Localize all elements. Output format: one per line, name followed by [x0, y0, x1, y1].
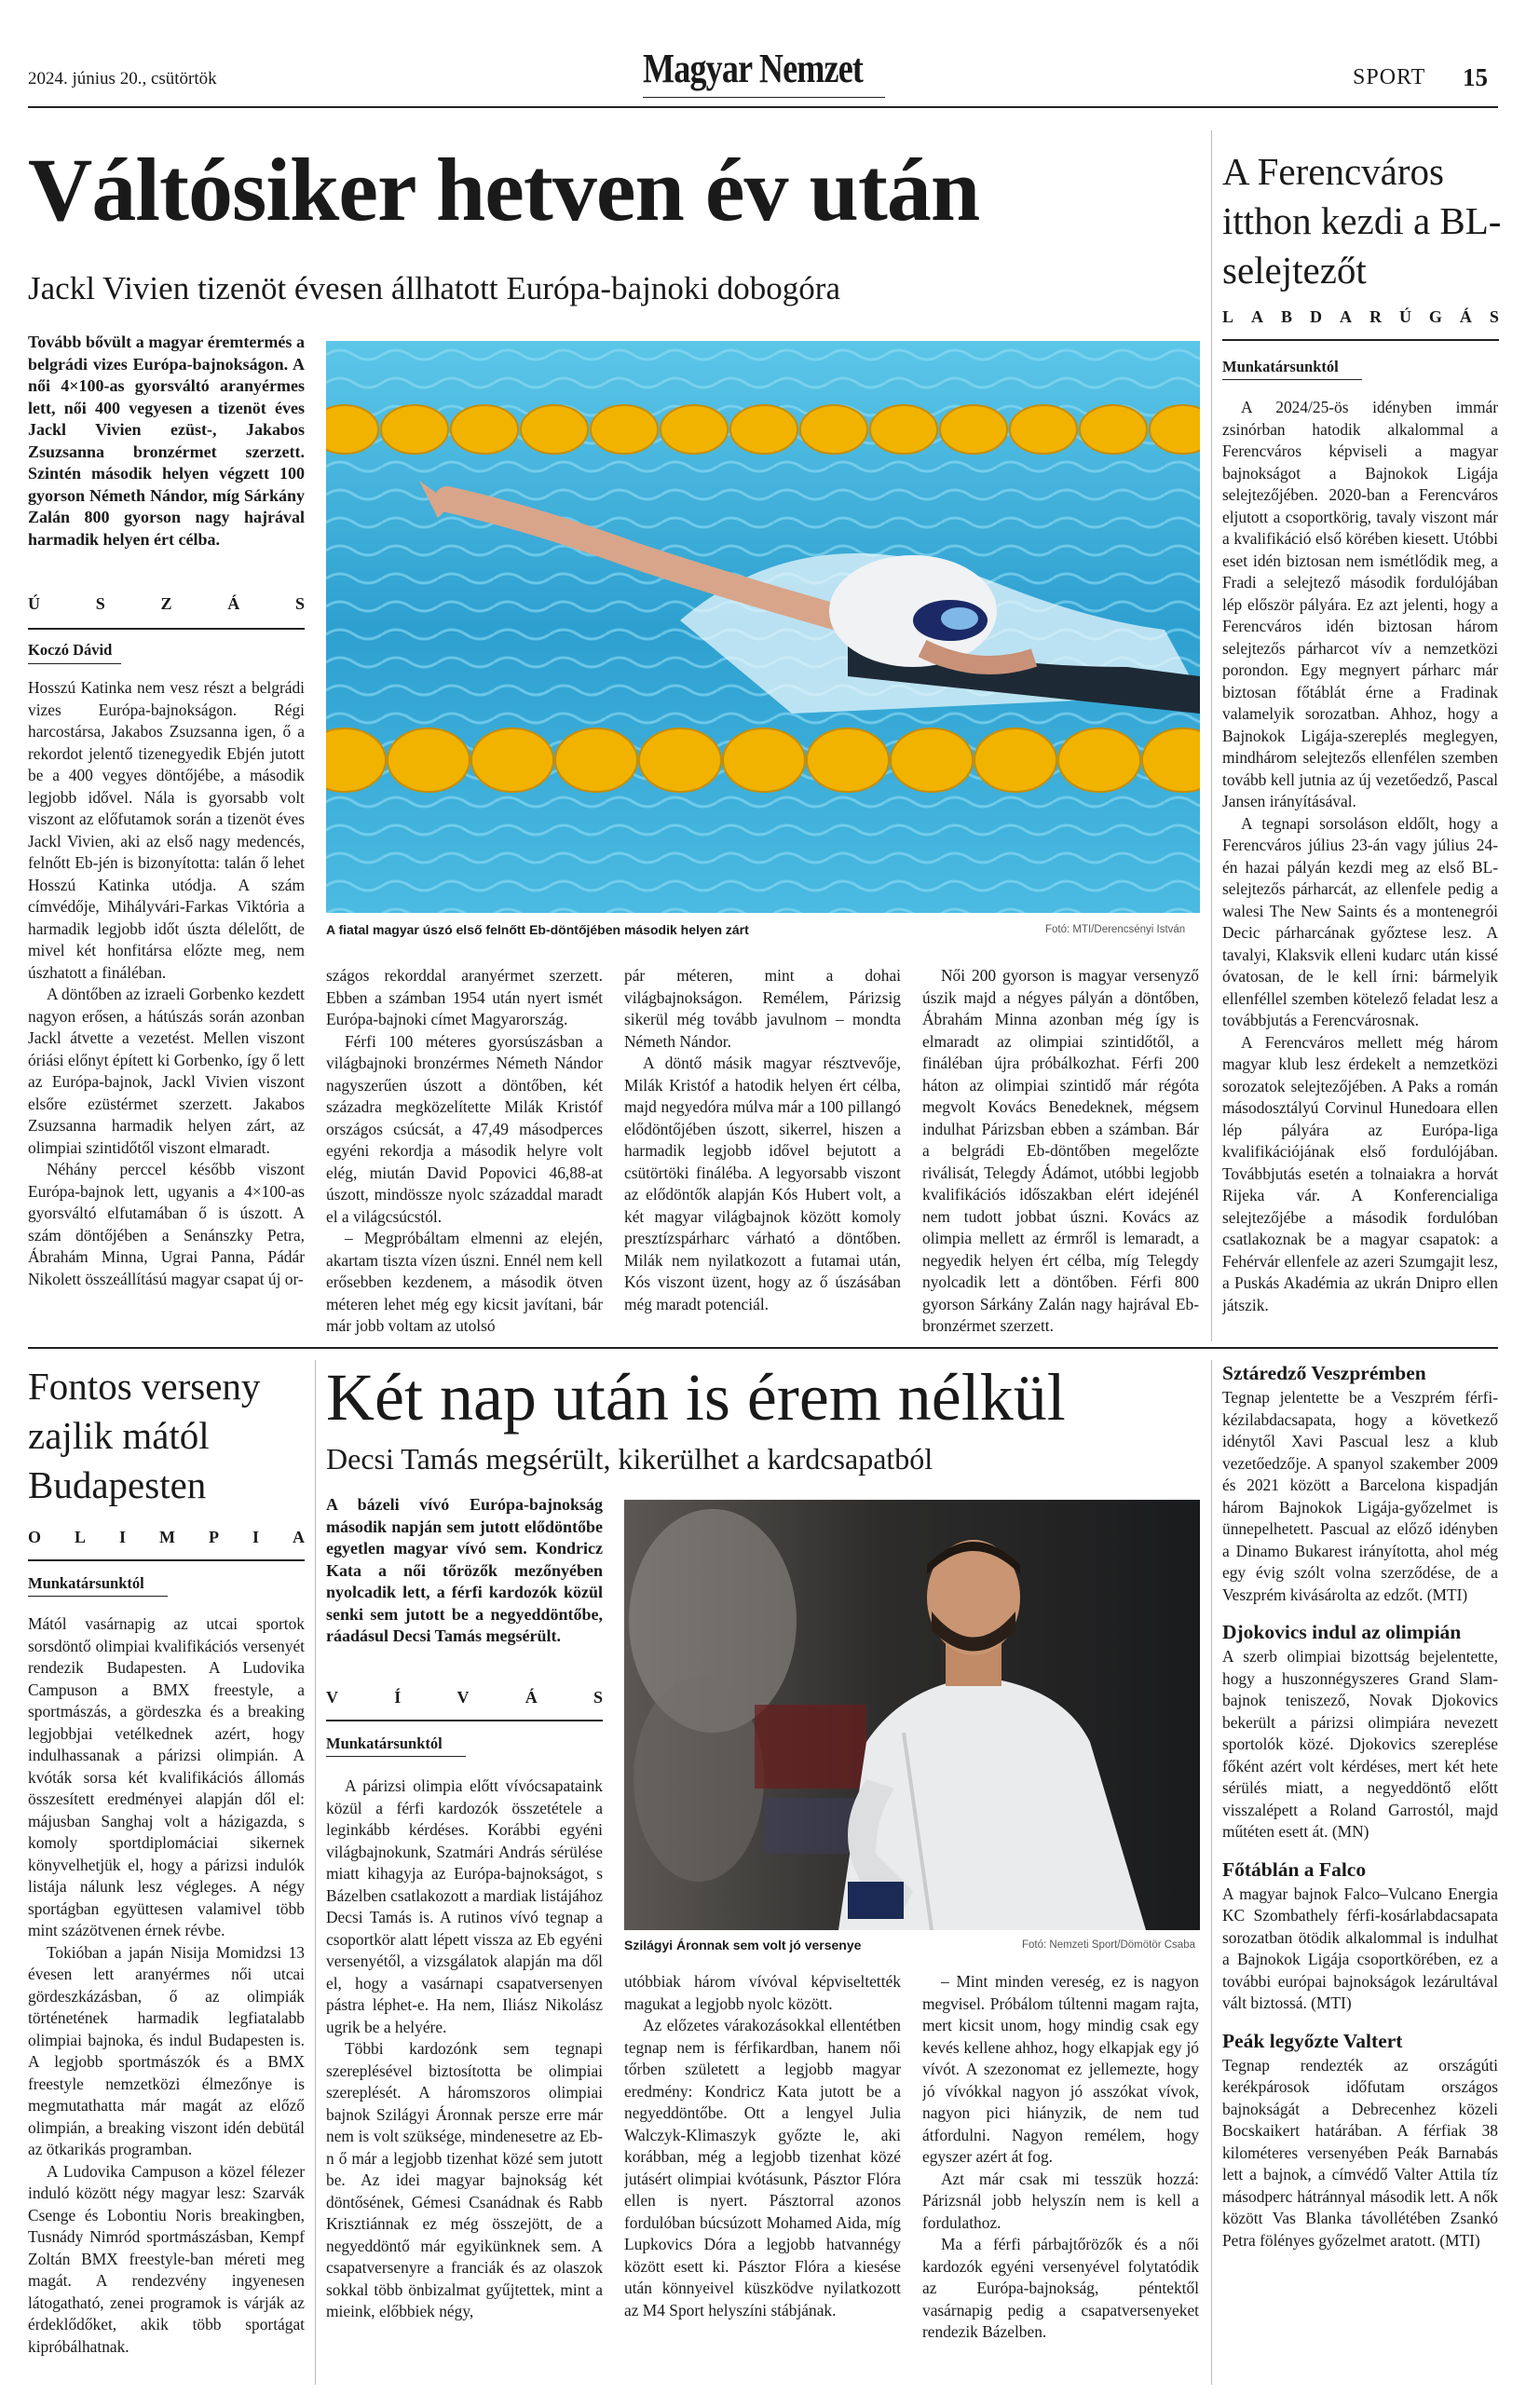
a4-rubric — [326, 1688, 603, 1707]
paragraph: Néhány perccel később viszont Európa-bajnok lett, ugyanis a 4×100-as gyorsváltó elfutamában ő is úszott. A szám döntőjében a Senánszky Petra, Ábrahám Minna, Ugrai Panna, Pádár Nikolett összeállítású magyar csapat új or- — [28, 1160, 305, 1288]
rubric-letter: Á — [525, 1688, 538, 1707]
paragraph: Hosszú Katinka nem vesz részt a belgrádi vizes Európa-bajnokságon. Régi harcostársa, Jakabos Zsuzsanna igen, ő a rekordot jelentő tizenegyedik Ebjén jutott be a 400 vegyes döntőjébe, a második legjobb idővel. Nála is gyorsabb volt viszont az előfutamok során a tizenöt éves Jackl Vivien, aki az első nagy medencés, felnőtt Eb-jén is bizonyította: talán ő lehet Hosszú Katinka utódja. A szám címvédője, Mihályvári-Farkas Viktória a harmadik legjobb időt úszta délelőtt, de mivel két honfitársa előzte meg, nem úszhatott a fináléban. — [28, 678, 305, 982]
a4-rubric-rule — [326, 1720, 603, 1721]
issue-date: 2024. június 20., csütörtök — [28, 69, 217, 88]
paragraph: Tokióban a japán Nisija Momidzsi 13 évesen lett aranyérmes női utcai gördeszkázásban, ő az olimpiák történetének harmadik legfiatalabb olimpiai bajnoka, és indul Budapesten is. A legjobb sportmászók és a BMX freestyle nemzetközi élmezőnye is megmutathatta már magát az előző olimpián, a breaking viszont idén debütál az ötkarikás programban. — [28, 1942, 305, 2158]
column-divider — [315, 1360, 316, 2385]
rubric-letter: Á — [227, 594, 240, 613]
paragraph: – Mint minden vereség, ez is nagyon megvisel. Próbálom túltenni magam rajta, mert kicsit unom, hogy mindig csak egy kevés kellene ahhoz, hogy elkapjak egy jó vívót. A szezonomat ez jellemezte, hogy jó vívókkal nagyon jó asszókat vívok, nagyon pici hiányzik, de nem tud átfordulni. Nagyon remélem, hogy egyszer azért át fog. — [922, 1972, 1199, 2166]
a1-lead: Tovább bővült a magyar éremtermés a belgrádi vizes Európa-bajnokságon. A női 4×100-as gyorsváltó aranyérmes lett, női 400 vegyesen a tizenöt éves Jackl Vivien ezüst-, Jakabos Zsuzsanna bronzérmet szerzett. Szintén második helyen végzett 100 gyorson Németh Nándor, míg Sárkány Zalán 800 gyorson nagy hajrával harmadik helyen ért célba. — [28, 333, 305, 549]
a3-rubric-rule — [28, 1559, 305, 1561]
rubric-letter: O — [28, 1528, 42, 1546]
rubric-letter: I — [252, 1528, 259, 1546]
a4-photo-credit: Fotó: Nemzeti Sport/Dömötör Csaba — [1022, 1939, 1195, 1951]
rubric-letter: G — [1428, 307, 1442, 326]
paragraph: A tegnapi sorsoláson eldőlt, hogy a Ferencváros július 23-án vagy július 24-én hazai pályán kezdi meg az első BL-selejtezős párharcát, az ellenfele pedig a walesi The New Saints és a montenegrói Decic párharcának győztese lesz. A tavalyi, Klaksvik elleni kudarc után kissé óvatosan, de le kell írni: bármelyik ellenféllel szemben kötelező feladat lesz a továbbjutás a Ferencvárosnak. — [1222, 813, 1498, 1029]
a3-byline: Munkatársunktól — [28, 1574, 144, 1592]
rubric-letter: L — [75, 1528, 87, 1546]
a4-byline-underline — [326, 1756, 466, 1757]
paragraph: Ma a férfi párbajtőrözők és a női kardozók egyéni versenyével folytatódik az Európa-bajnokság, péntektől vasárnapig pedig a csapatversenyeket rendezik Bázelben. — [922, 2235, 1199, 2341]
a1-byline-underline — [28, 663, 121, 664]
paragraph: A döntőben az izraeli Gorbenko kezdett nagyon erősen, a hátúszás során azonban Jackl átvette a vezetést. Mellen viszont óriási előnyt épített ki Gorbenko, így ő lett az Európa-bajnok, Jackl Vivien viszont elsőre ezüstérmet szerzett. Jakabos Zsuzsanna harmadik helyen zárt, az olimpiai szintidőtől viszont elmaradt. — [28, 985, 305, 1157]
a1-title: Váltósiker hetven év után — [28, 140, 980, 239]
paragraph: A párizsi olimpia előtt vívócsapataink közül a férfi kardozók összetétele a leginkább kérdéses. Korábbi egyéni világbajnokunk, Szatmári András sérülése miatt kihagyja az Európa-bajnokságot, s Bázelben csatlakozott a mardiak listájához Decsi Tamás is. A rutinos vívó tegnap a csoportkör alatt lépett vissza az Eb egyéni versenyétől, a vizsgálatok alapján ma dől el, hogy a vasárnapi csapatversenyen pástra léphet-e. Ha nem, Iliász Nikolász ugrik be a helyére. — [326, 1776, 603, 2036]
a4-subtitle: Decsi Tamás megsérült, kikerülhet a kardcsapatból — [326, 1442, 933, 1476]
paragraph: A Ferencváros mellett még három magyar klub lesz érdekelt a nemzetközi sorozatok selejtezőjében. A Paks a román másodosztályú Corvinul Hunedoara ellen lép pályára az Európa-liga kvalifikációjának első fordulójában. Továbbjutás esetén a tolnaiakra a horvát Rijeka vár. A Konferencialiga selejtezőjébe a második fordulóban csatlakoznak be a magyar csapatok: a Fehérvár ellenfele az azeri Szumgajit lesz, a Puskás Akadémia az ukrán Dnipro ellen játszik. — [1222, 1032, 1498, 1314]
rubric-letter: L — [1222, 307, 1234, 326]
a4-column-1 — [326, 1775, 603, 2387]
rubric-letter: Á — [1459, 307, 1472, 326]
paragraph: utóbbiak három vívóval képviseltették magukat a legjobb nyolc között. — [624, 1972, 901, 2013]
a2-rubric-rule — [1222, 339, 1499, 341]
a2-byline: Munkatársunktól — [1222, 358, 1339, 375]
rubric-letter: A — [1339, 307, 1352, 326]
paragraph: A döntő másik magyar résztvevője, Milák Kristóf a hatodik helyen ért célba, majd negyedóra múlva már a 100 pillangó elődöntőjében úszott, sikerrel, hiszen a harmadik legjobb idővel bejutott a csütörtöki fináléba. A legyorsabb viszont az elődöntők alapján Kós Hubert volt, a két magyar világbajnok között komoly presztízspárharc várható a döntőben. Milák nem nyilatkozott a futamai után, Kós viszont üzent, hogy az ő úszásában még maradt potenciál. — [624, 1054, 901, 1313]
rubric-letter: S — [1489, 307, 1499, 326]
a4-column-3 — [922, 1971, 1199, 2387]
a1-column-3 — [624, 965, 901, 1371]
rubric-letter: A — [292, 1528, 305, 1546]
a2-title: A Ferencváros itthon kezdi a BL-selejtezőt — [1222, 150, 1502, 292]
a4-byline: Munkatársunktól — [326, 1735, 443, 1752]
a4-photo-fencer — [624, 1500, 1200, 1930]
a1-column-2 — [326, 965, 603, 1371]
a1-photo-caption: A fiatal magyar úszó első felnőtt Eb-döntőjében második helyen zárt — [326, 922, 749, 937]
rubric-letter: Ú — [1398, 307, 1411, 326]
rubric-letter: D — [1309, 307, 1322, 326]
a1-photo-credit: Fotó: MTI/Derencsényi István — [1045, 924, 1186, 935]
column-divider — [1211, 130, 1212, 1341]
masthead: Magyar Nemzet — [643, 46, 864, 91]
column-divider — [1211, 1360, 1212, 2385]
rubric-letter: P — [208, 1528, 219, 1546]
a1-rubric-rule — [28, 628, 305, 630]
brief-title: Djokovics indul az olimpián — [1222, 1621, 1462, 1643]
rubric-letter: S — [593, 1688, 603, 1707]
brief-title: Sztáredző Veszprémben — [1222, 1362, 1426, 1384]
rubric-letter: S — [294, 594, 305, 613]
rubric-letter: S — [95, 594, 105, 613]
paragraph: szágos rekorddal aranyérmet szerzett. Ebben a számban 1954 után nyert ismét Európa-bajnoki címet Magyarország. — [326, 966, 603, 1028]
a1-column-4 — [922, 965, 1199, 1371]
brief-title: Főtáblán a Falco — [1222, 1857, 1367, 1881]
a4-photo-caption: Szilágyi Áronnak sem volt jó versenye — [624, 1938, 862, 1952]
brief-title: Peák legyőzte Valtert — [1222, 2029, 1403, 2052]
brief-text: A szerb olimpiai bizottság bejelentette, hogy a huszonnégyszeres Grand Slam-bajnok teniszező, Novak Djokovics bekerült a párizsi olimpiára nevezett sportolók közé. Djokovics szereplése főként azért volt kérdéses, mert két hete sérülés miatt, a negyeddöntő előtt visszalépett a Roland Garrostól, majd műtéten esett át. (MN) — [1222, 1647, 1498, 1841]
paragraph: Azt már csak mi tesszük hozzá: Párizsnál jobb helyszín nem is kell a fordulathoz. — [922, 2169, 1199, 2232]
a3-body — [28, 1613, 305, 2387]
fencer-illustration — [624, 1500, 1200, 1930]
rubric-letter: Ú — [28, 594, 40, 613]
rubric-letter: M — [159, 1528, 175, 1546]
a4-column-2 — [624, 1971, 901, 2387]
rubric-letter: Í — [394, 1688, 402, 1707]
brief-text: Tegnap jelentette be a Veszprém férfi-kézilabdacsapata, hogy a következő idénytől Xavi Pascual lesz a klub vezetőedzője. A spanyol szakember 2009 és 2021 között a Barcelona kispadján három Bajnokok Ligája-győzelmet is ünnepelhetett. Pascual az előző idényben a Dinamo Bukarest irányította, ahol még egy évig szólt volna szerződése, de a Veszprém kivásárolta az edzőt. (MTI) — [1222, 1388, 1498, 1604]
rubric-letter: V — [456, 1688, 470, 1707]
section-name: SPORT — [1353, 65, 1426, 89]
paragraph: Női 200 gyorson is magyar versenyző úszik majd a négyes pályán a döntőben, Ábrahám Minna azonban még így is elmaradt az olimpiai szintidőtől, a fináléban újra próbálkozhat. Férfi 200 háton az olimpiai szintidő már régóta megvolt Kovács Benedeknek, mégsem indulhat Párizsban ebben a számban. Bár a belgrádi Eb-döntőben megelőzte riválisát, Telegdy Ádámot, utóbbi legjobb kvalifikációs időszakban elért idejénél nem tudott jobbat úszni. Kovács az olimpia mellett az érmről is lemaradt, a negyedik helyen ért célba, míg Telegdy nyolcadik lett a döntőben. Férfi 800 gyorson Sárkány Zalán nagy hajrával Eb-bronzérmet szerzett. — [922, 966, 1199, 1335]
rubric-letter: Z — [160, 594, 172, 613]
paragraph: Az előzetes várakozásokkal ellentétben tegnap nem is férfikardban, hanem női tőrben született a legjobb magyar eredmény: Kondricz Kata jutott be a negyeddöntőbe. Ott a lengyel Julia Walczyk-Klimaszyk győzte le, aki korábban, még a legjobb tizenhat közé jutásért olimpiai kvótásunk, Pásztor Flóra ellen is nyert. Pásztorral azonos fordulóban búcsúzott Mohamed Aida, míg Lupkovics Dóra a legjobb hatvannégy között esett ki. Pásztor Flóra a kiesése után könnyeivel küszködve nyilatkozott az M4 Sport helyszíni stábjának. — [624, 2016, 901, 2320]
paragraph: Mától vasárnapig az utcai sportok sorsdöntő olimpiai kvalifikációs versenyét rendezik Budapesten. A Ludovika Campuson a BMX freestyle, a sportmászás, a gördeszka és a breaking legjobbjai vetélkednek azért, hogy indulhassanak a párizsi olimpián. A kvóták sorsa két kvalifikációs állomás összesített eredményei alapján dől el: májusban Sanghaj volt a házigazda, s komoly sportdiplomáciai sikernek könyvelhetjük el, hogy a párizsi indulók listája nálunk lesz végleges. A négy sportágban együttesen valamivel több mint százötvenen érnek révbe. — [28, 1614, 305, 1939]
a2-byline-underline — [1222, 379, 1362, 380]
a3-title: Fontos verseny zajlik mától Budapesten — [28, 1365, 261, 1506]
a1-byline: Koczó Dávid — [28, 641, 113, 659]
rubric-letter: I — [119, 1528, 127, 1546]
swimmer-illustration — [326, 341, 1200, 913]
brief-item — [1222, 2030, 1498, 2252]
a4-lead: A bázeli vívó Európa-bajnokság második napján sem jutott elődöntőbe egyetlen magyar vívó sem. Kondricz Kata a női tőrözők mezőnyében nyolcadik lett, a férfi kardozók közül senki sem jutott be a negyeddöntőbe, ráadásul Decsi Tamás megsérült. — [326, 1495, 603, 1645]
paragraph: Férfi 100 méteres gyorsúszásban a világbajnoki bronzérmes Németh Nándor nagyszerűen úszott a döntőben, két századra megközelítette Milák Kristóf országos csúcsát, a 47,49 másodperces egyéni rekordja a második helyre volt elég, miután David Popovici 46,88-at úszott, mindössze nyolc századdal maradt el a világcsúcstól. — [326, 1031, 603, 1226]
rubric-letter: R — [1369, 307, 1382, 326]
paragraph: A Ludovika Campuson a közel félezer induló között négy magyar lesz: Szarvák Csenge és Lobontiu Noris breakingben, Tusnády Nimród sportmászásban, Kempf Zoltán BMX freestyle-ban méreti meg magát. A rendezvény ingyenesen látogatható, zenei programok is várják az érdeklődőket, akik több sportágat kipróbálhatnak. — [28, 2161, 305, 2356]
rubric-letter: B — [1280, 307, 1292, 326]
a2-rubric — [1222, 307, 1499, 327]
a1-column-1 — [28, 677, 305, 1371]
a2-body — [1222, 397, 1498, 1334]
page-number: 15 — [1463, 63, 1488, 91]
rubric-letter: A — [1251, 307, 1263, 326]
header-rule — [28, 106, 1498, 108]
paragraph: A 2024/25-ös idényben immár zsinórban hatodik alkalommal a Ferencváros képviseli a magyar bajnokságot a Bajnokok Ligája selejtezőjében. 2020-ban a Ferencváros eljutott a csoportkörig, tavaly viszont már a kvalifikáció első körében kiesett. Utóbbi eset idén biztosan nem ismétlődik meg, a Fradi a selejtező második fordulójában lép először pályára. Ez azt jelenti, hogy a Ferencváros idén biztosan három selejtezős párharcot vív a nemzetközi porondon. Egy megnyert párharc már biztosan főtáblát érne a Fradinak valamelyik sorozatban. Ahhoz, hogy a Bajnokok Ligája-szereplés meglegyen, mindhárom selejtezős ellenfélen szemben tovább kell jutnia az új vezetőedző, Pascal Jansen irányításával. — [1222, 398, 1498, 810]
paragraph: pár méteren, mint a dohai világbajnokságon. Remélem, Párizsig sikerül még tovább javulnom – mondta Németh Nándor. — [624, 966, 901, 1051]
a4-title: Két nap után is érem nélkül — [326, 1360, 1066, 1435]
a1-photo-swimmer — [326, 341, 1200, 913]
paragraph: – Megpróbáltam elmenni az elején, akartam tiszta vízen úszni. Ennél nem kell erősebben kezdenem, a második ötven méteren lehet még egy kicsit javítani, bár már jobb voltam az utolsó — [326, 1229, 603, 1335]
brief-item — [1222, 1858, 1498, 2015]
section-divider — [28, 1347, 1498, 1349]
paragraph: Többi kardozónk sem tegnapi szereplésével biztosította be olimpiai szereplését. A háromszoros olimpiai bajnok Szilágyi Áronnak persze erre már nem is volt szüksége, mindenesetre az Eb-n ő már a legjobb tizenhat közé sem jutott be. Az idei magyar bajnokság két döntősének, Gémesi Csanádnak és Rabb Krisztiánnak ez még összejött, de a negyeddöntő már egyikünknek sem. A csapatversenyre a franciák és az olaszok sokkal több önbizalmat gyűjtettek, mint a mieink, előbbiek négy, — [326, 2039, 603, 2320]
masthead-underline — [643, 97, 885, 98]
rubric-letter: V — [326, 1688, 338, 1707]
news-briefs — [1222, 1362, 1498, 2387]
a3-byline-underline — [28, 1596, 168, 1597]
a1-rubric — [28, 594, 305, 614]
brief-item — [1222, 1362, 1498, 1606]
a1-subtitle: Jackl Vivien tizenöt évesen állhatott Európa-bajnoki dobogóra — [28, 270, 840, 306]
brief-text: A magyar bajnok Falco–Vulcano Energia KC Szombathely férfi-kosárlabdacsapata sorozatban ötödik alkalommal is indulhat a Bajnokok Ligája csoportkörében, ez a további európai bajnokságok lezárultával vált biztossá. (MTI) — [1222, 1884, 1498, 2012]
brief-item — [1222, 1621, 1498, 1843]
a3-rubric — [28, 1528, 305, 1547]
brief-text: Tegnap rendezték az országúti kerékpárosok időfutam országos bajnokságát a Debrecenhez közeli Bocskaikert határában. A férfiak 38 kilométeres versenyében Peák Barnabás lett a bajnok, a címvédő Valter Attila tíz másodperc hátránnyal második lett. A nők között Vas Blanka távollétében Zsankó Petra fölényes győzelmet aratott. (MTI) — [1222, 2055, 1498, 2250]
